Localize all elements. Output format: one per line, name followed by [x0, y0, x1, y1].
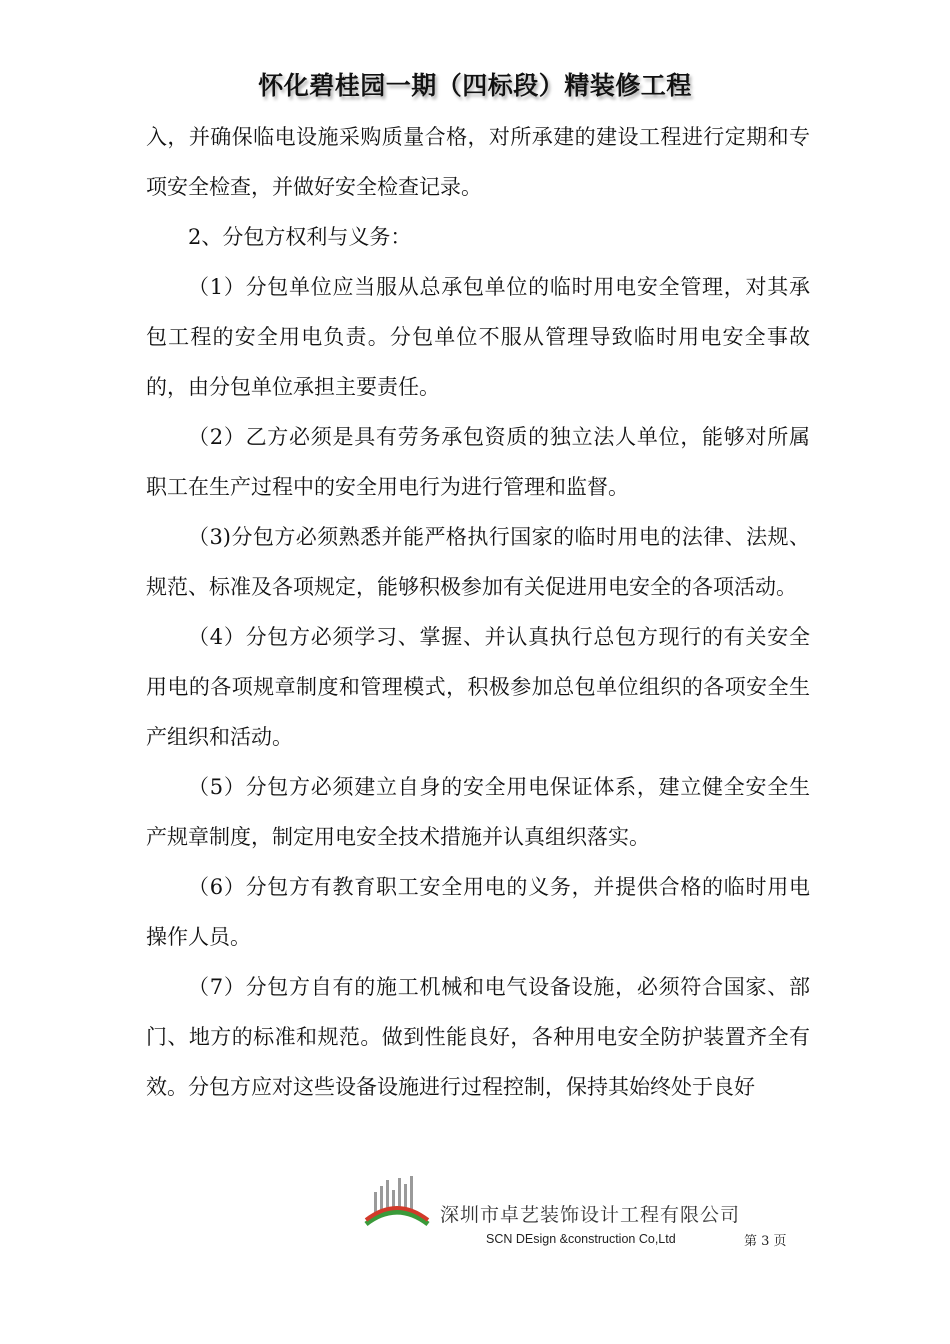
body-paragraph: 入，并确保临电设施采购质量合格，对所承建的建设工程进行定期和专项安全检查，并做好安全检查记录。 — [146, 125, 810, 199]
body-paragraph: （7）分包方自有的施工机械和电气设备设施，必须符合国家、部门、地方的标准和规范。做到性能良好，各种用电安全防护装置齐全有效。分包方应对这些设备设施进行过程控制，保持其始终处于良好 — [146, 975, 810, 1099]
page-number: 第 3 页 — [744, 1234, 787, 1249]
body-paragraph: （3)分包方必须熟悉并能严格执行国家的临时用电的法律、法规、规范、标准及各项规定，能够积极参加有关促进用电安全的各项活动。 — [146, 525, 810, 599]
footer-company-name: 深圳市卓艺装饰设计工程有限公司 — [440, 1204, 741, 1226]
body-paragraph: （2）乙方必须是具有劳务承包资质的独立法人单位，能够对所属职工在生产过程中的安全用电行为进行管理和监督。 — [146, 425, 810, 499]
body-paragraph: （4）分包方必须学习、掌握、并认真执行总包方现行的有关安全用电的各项规章制度和管理模式，积极参加总包单位组织的各项安全生产组织和活动。 — [146, 625, 810, 749]
body-paragraph: （1）分包单位应当服从总承包单位的临时用电安全管理，对其承包工程的安全用电负责。分包单位不服从管理导致临时用电安全事故的，由分包单位承担主要责任。 — [146, 275, 810, 399]
section-heading: 2、分包方权利与义务： — [188, 225, 412, 249]
footer-company-english: SCN DEsign &construction Co,Ltd — [486, 1232, 676, 1246]
body-paragraph: （5）分包方必须建立自身的安全用电保证体系，建立健全安全生产规章制度，制定用电安全技术措施并认真组织落实。 — [146, 775, 810, 849]
company-logo-icon — [364, 1172, 430, 1228]
document-body — [146, 112, 810, 1112]
document-header-title: 怀化碧桂园一期（四标段）精装修工程 — [258, 71, 692, 100]
body-paragraph: （6）分包方有教育职工安全用电的义务，并提供合格的临时用电操作人员。 — [146, 875, 810, 949]
